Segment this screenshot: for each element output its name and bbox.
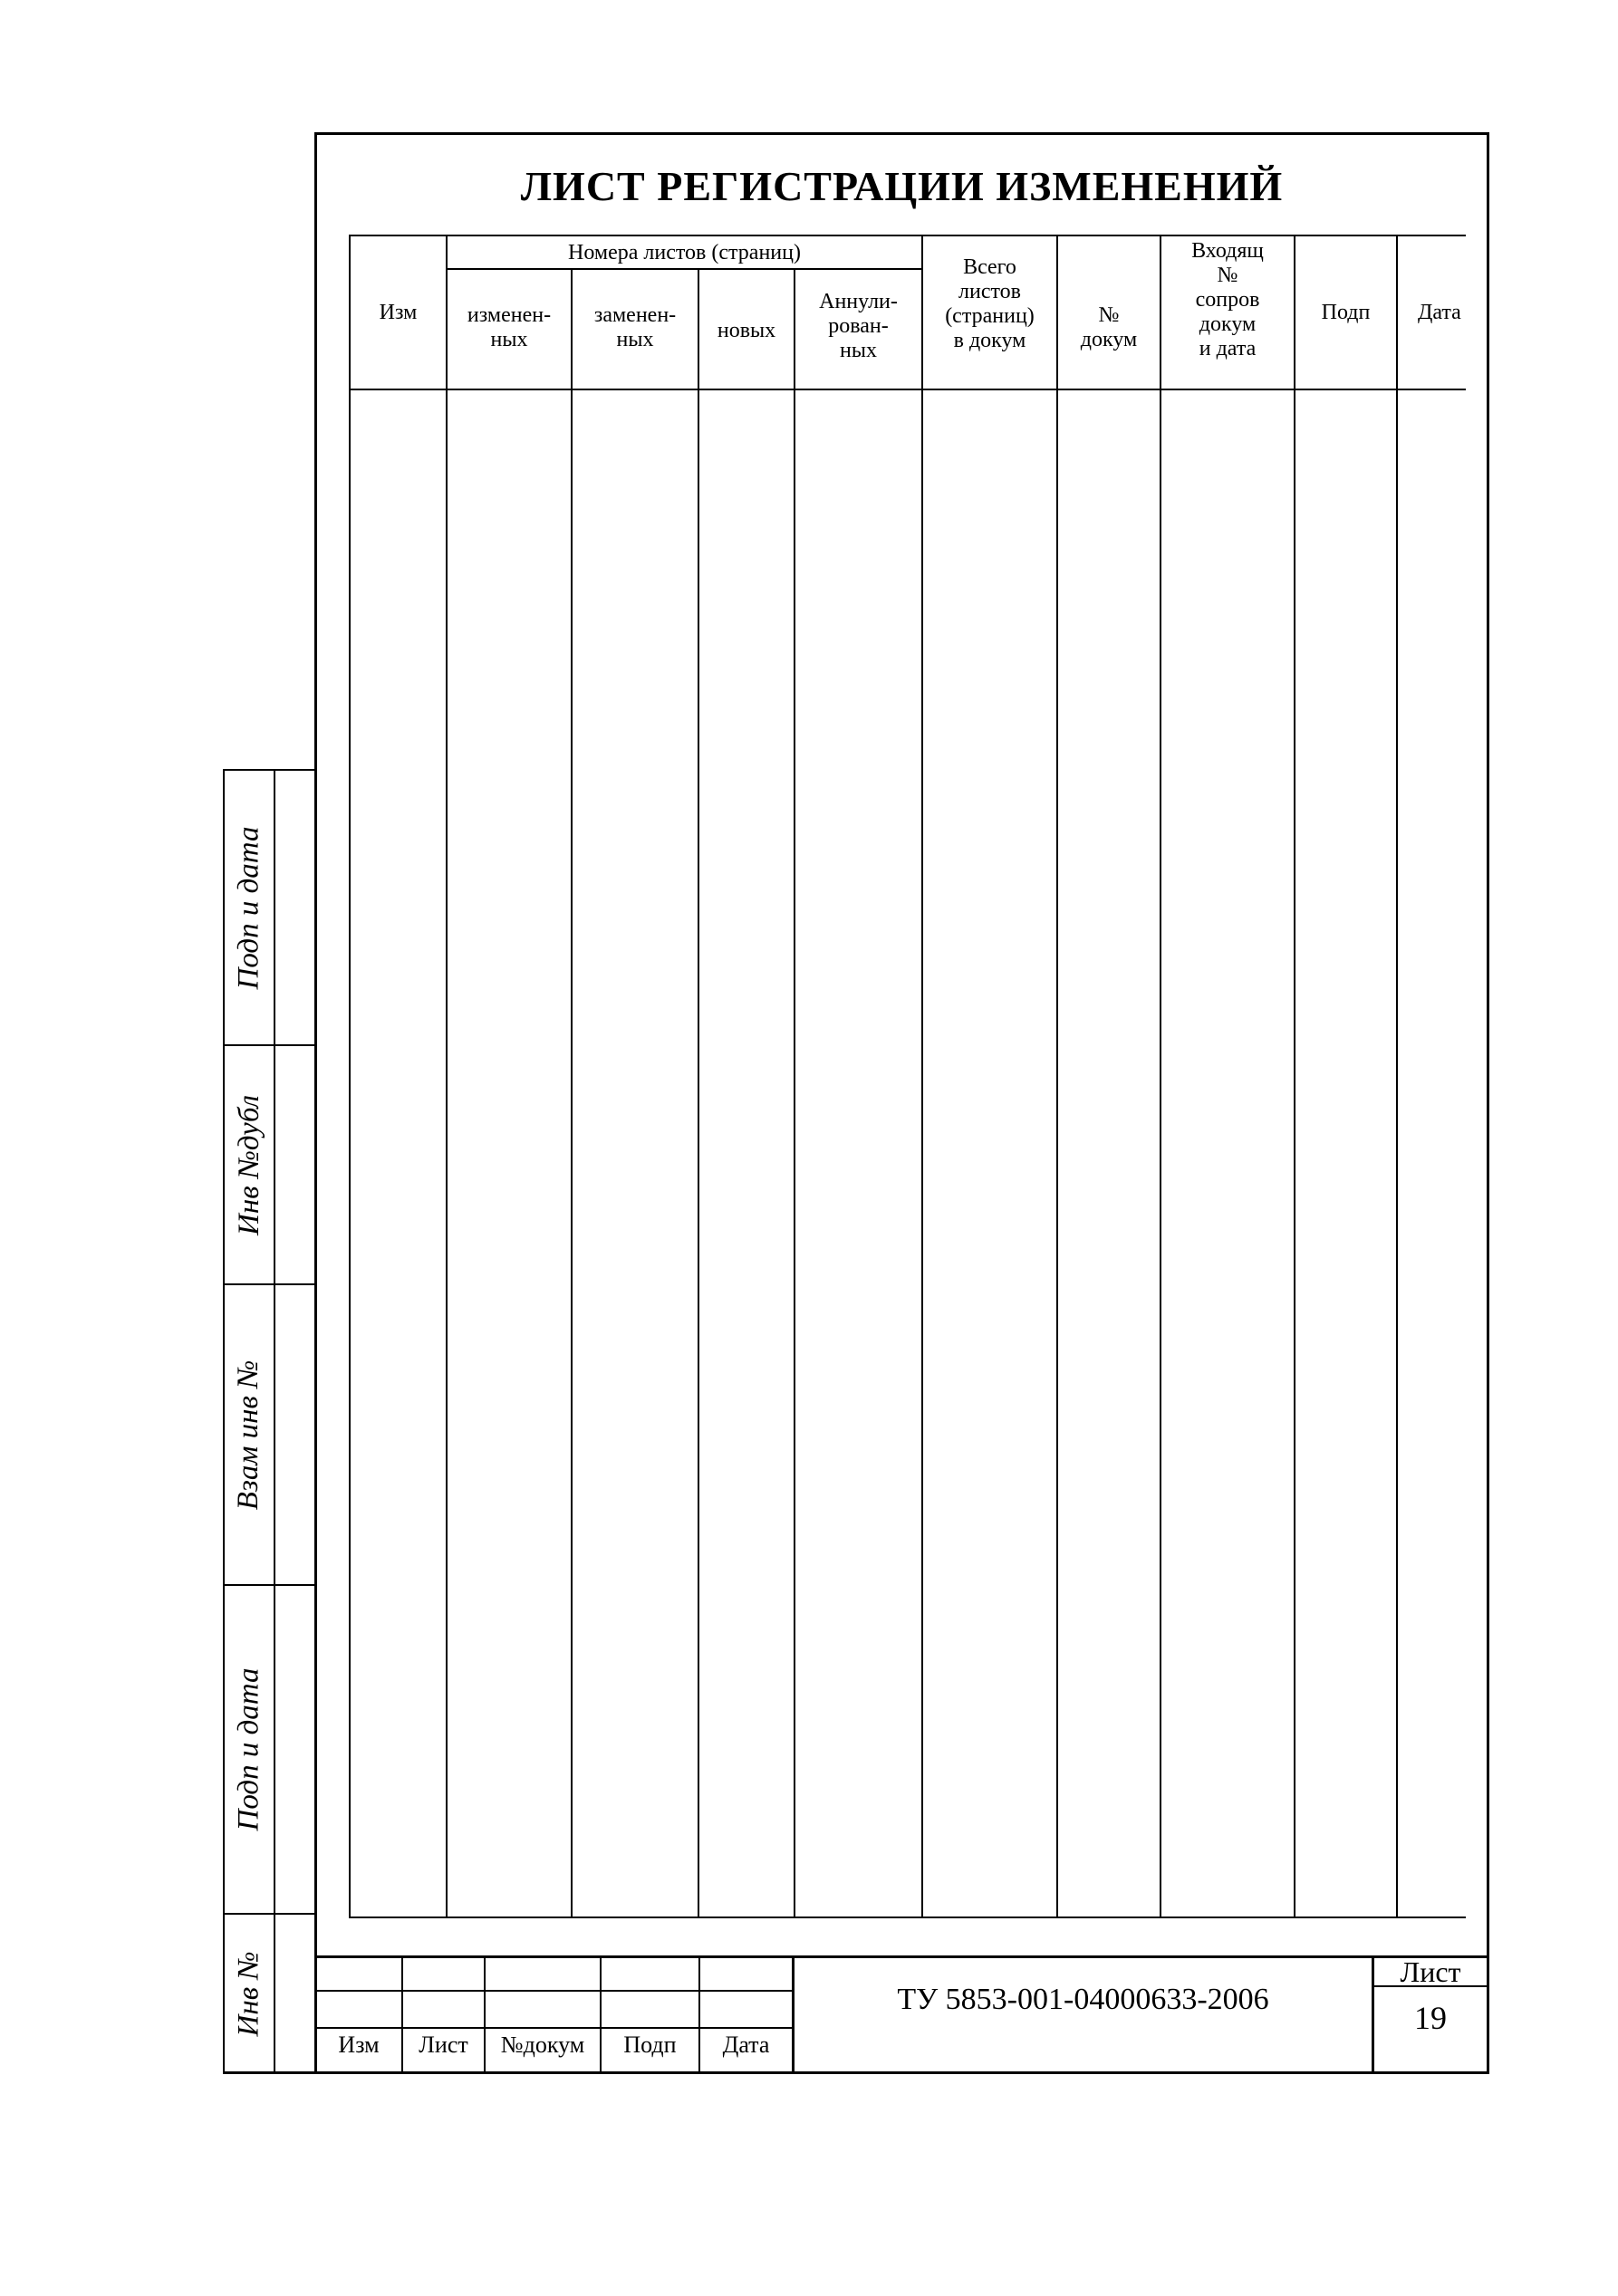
title-block-label-signature: Подп xyxy=(623,2032,677,2058)
column-header-change: Изм xyxy=(379,301,418,324)
page-title: ЛИСТ РЕГИСТРАЦИИ ИЗМЕНЕНИЙ xyxy=(520,163,1284,209)
column-header-new-sheets: новых xyxy=(717,319,776,342)
column-header-doc-number: № докум xyxy=(1080,303,1138,351)
column-header-changed-sheets: изменен- ных xyxy=(467,303,552,351)
stamp-duplicate-inventory: Инв №дубл xyxy=(232,1094,265,1235)
title-block-label-date: Дата xyxy=(722,2032,770,2058)
stamp-signature-date-2: Подп и дата xyxy=(232,1667,265,1831)
column-header-date: Дата xyxy=(1418,301,1461,324)
table-group-header: Номера листов (страниц) xyxy=(568,241,801,264)
stamp-replaced-inventory: Взам инв № xyxy=(232,1359,265,1510)
sheet-number: 19 xyxy=(1414,2000,1447,2036)
title-block-label-change: Изм xyxy=(338,2032,380,2058)
column-header-cancelled-sheets: Аннули- рован- ных xyxy=(819,290,898,362)
stamp-original-inventory: Инв № xyxy=(232,1951,265,2036)
column-header-date-clip xyxy=(1398,301,1466,330)
column-header-total-sheets: Всего листов (страниц) в докум xyxy=(945,255,1035,352)
document-designation: ТУ 5853-001-04000633-2006 xyxy=(897,1983,1269,2016)
stamp-signature-date-1: Подп и дата xyxy=(232,825,265,990)
title-block-label-sheet: Лист xyxy=(419,2032,468,2058)
sheet-label: Лист xyxy=(1400,1955,1461,1988)
title-block-label-doc-number: №докум xyxy=(500,2032,585,2058)
column-header-replaced-sheets: заменен- ных xyxy=(593,303,677,351)
column-header-incoming: Входящ № сопров докум и дата xyxy=(1191,239,1264,360)
column-header-signature: Подп xyxy=(1321,301,1371,324)
